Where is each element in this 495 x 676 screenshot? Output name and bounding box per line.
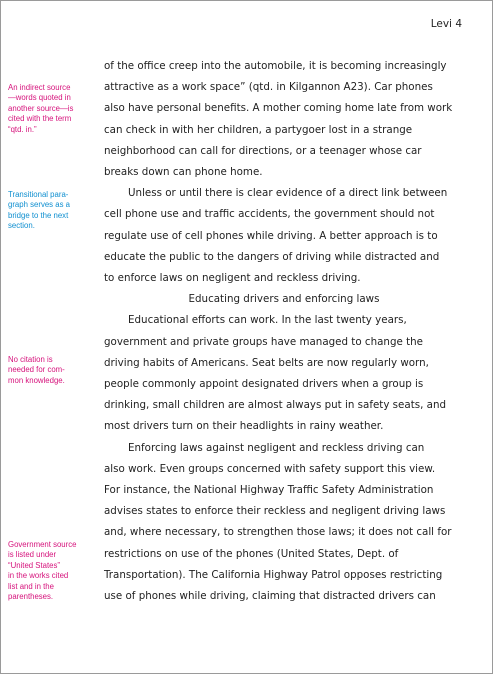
body-line: breaks down can phone home.	[104, 166, 263, 179]
annotation-line: mon knowledge.	[8, 375, 65, 385]
body-line: For instance, the National Highway Traffic Safety Administration	[104, 484, 434, 497]
body-line: cell phone use and traffic accidents, the government should not	[104, 208, 435, 221]
body-line: Unless or until there is clear evidence of a direct link between	[128, 187, 448, 200]
annotation-indirect-source	[8, 83, 92, 135]
annotation-line: section.	[8, 221, 35, 231]
annotation-line: another source—is	[8, 103, 74, 113]
body-line: of the office creep into the automobile, it is becoming increasingly	[104, 60, 447, 72]
annotation-common-knowledge	[8, 355, 92, 386]
body-line: Enforcing laws against negligent and reckless driving can	[128, 441, 425, 454]
body-line: Transportation). The California Highway Patrol opposes restricting	[104, 568, 443, 581]
body-line: can check in with her children, a partygoer lost in a strange	[104, 123, 413, 136]
annotation-line: —words quoted in	[8, 93, 71, 103]
body-line: regulate use of cell phones while driving. A better approach is to	[104, 229, 438, 242]
body-line: attractive as a work space” (qtd. in Kilgannon A23). Car phones	[104, 81, 433, 94]
annotation-line: bridge to the next	[8, 210, 69, 220]
annotation-line: parentheses.	[8, 592, 54, 602]
body-line: government and private groups have managed to change the	[104, 335, 423, 348]
body-line: Educational efforts can work. In the last twenty years,	[128, 314, 407, 327]
annotation-government-source	[8, 540, 92, 602]
annotation-transitional-paragraph	[8, 190, 92, 232]
annotation-line: No citation is	[8, 355, 53, 364]
running-head: Levi 4	[430, 18, 462, 30]
body-line: restrictions on use of the phones (United States, Dept. of	[104, 547, 399, 560]
annotation-line: is listed under	[8, 550, 57, 560]
body-line: driving habits of Americans. Seat belts are now regularly worn,	[104, 356, 429, 369]
body-line: also work. Even groups concerned with safety support this view.	[104, 462, 436, 475]
body-line: neighborhood can call for directions, or a teenager whose car	[104, 144, 422, 157]
annotation-line: in the works cited	[8, 571, 69, 581]
annotation-line: “United States”	[8, 560, 61, 570]
annotation-line: list and in the	[8, 581, 54, 591]
body-line: educate the public to the dangers of driving while distracted and	[104, 250, 440, 263]
annotation-line: needed for com-	[8, 365, 65, 375]
body-line: also have personal benefits. A mother coming home late from work	[104, 102, 453, 115]
annotation-line: graph serves as a	[8, 200, 70, 210]
body-line: most drivers turn on their headlights in rainy weather.	[104, 420, 384, 433]
body-line: to enforce laws on negligent and reckless driving.	[104, 272, 361, 285]
body-line: drinking, small children are almost always put in safety seats, and	[104, 399, 447, 412]
annotation-line: cited with the term	[8, 114, 72, 124]
annotation-line: Government source	[8, 540, 77, 549]
body-line: and, where necessary, to strengthen those laws; it does not call for	[104, 526, 452, 539]
body-line: people commonly appoint designated drivers when a group is	[104, 378, 424, 391]
annotation-line: Transitional para-	[8, 190, 69, 199]
section-heading: Educating drivers and enforcing laws	[188, 293, 380, 306]
essay-body	[104, 56, 464, 607]
body-line: use of phones while driving, claiming that distracted drivers can	[104, 590, 436, 603]
annotation-line: “qtd. in.”	[8, 124, 37, 134]
body-line: advises states to enforce their reckless and negligent driving laws	[104, 505, 446, 518]
annotation-line: An indirect source	[8, 83, 71, 92]
